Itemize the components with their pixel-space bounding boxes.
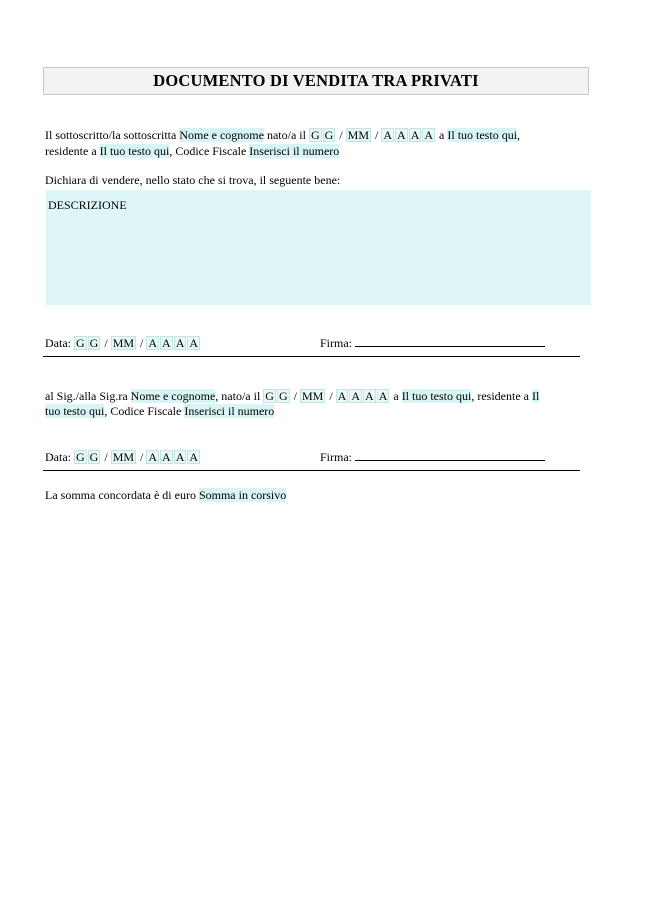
date-digit[interactable]: A [175, 450, 185, 464]
seller-name-field[interactable]: Nome e cognome [179, 128, 264, 142]
date-month[interactable]: MM [301, 389, 324, 403]
date-digit[interactable]: A [365, 389, 374, 403]
sign2-date-label: Data: [45, 450, 74, 464]
sign2-firma-label: Firma: [320, 450, 355, 464]
declaration-text: Dichiara di vendere, nello stato che si trova, il seguente bene: [45, 173, 341, 187]
buyer-name-field[interactable]: Nome e cognome [130, 389, 216, 403]
buyer-cf-field[interactable]: Inserisci il numero [184, 404, 275, 418]
seller-line-2 [45, 144, 339, 158]
date-digit[interactable]: A [148, 336, 158, 350]
seller-cf-field[interactable]: Inserisci il numero [249, 144, 340, 158]
seller-line-1 [45, 128, 520, 142]
date-digit[interactable]: A [383, 128, 393, 142]
date-digit[interactable]: A [410, 128, 420, 142]
date-digit[interactable]: A [351, 389, 361, 403]
date-digit[interactable]: A [175, 336, 185, 350]
date-digit[interactable]: A [162, 336, 171, 350]
seller-residence-field[interactable]: Il tuo testo qui [99, 144, 170, 158]
sign1-signature-line[interactable] [355, 336, 545, 347]
amount-row [45, 488, 286, 502]
sign2-firma [320, 450, 545, 465]
seller-cf-label: , Codice Fiscale [169, 144, 250, 158]
date-separator: / [104, 336, 108, 350]
date-separator: / [104, 450, 108, 464]
date-separator: / [329, 389, 333, 403]
sign1-date[interactable] [74, 336, 201, 350]
divider-2 [43, 470, 580, 471]
description-field[interactable] [46, 190, 591, 305]
date-digit[interactable]: G [278, 389, 288, 403]
seller-residence-label: residente a [45, 144, 100, 158]
date-digit[interactable]: A [378, 389, 388, 403]
sign1-firma [320, 336, 545, 351]
date-month[interactable]: MM [112, 450, 135, 464]
buyer-born-label: , nato/a il [215, 389, 264, 403]
date-separator: / [293, 389, 297, 403]
date-digit[interactable]: G [76, 450, 85, 464]
date-separator: / [339, 128, 343, 142]
buyer-line-1 [45, 389, 539, 403]
date-digit[interactable]: A [148, 450, 158, 464]
date-digit[interactable]: G [324, 128, 334, 142]
buyer-line-2 [45, 404, 274, 418]
date-month[interactable]: MM [347, 128, 369, 142]
date-digit[interactable]: G [310, 128, 320, 142]
document-title-box [43, 67, 589, 95]
seller-prefix: Il sottoscritto/la sottoscritta [45, 128, 180, 142]
date-digit[interactable]: A [424, 128, 434, 142]
buyer-prefix: al Sig./alla Sig.ra [45, 389, 131, 403]
sign1-date-label: Data: [45, 336, 74, 350]
seller-birthplace-field[interactable]: Il tuo testo qui [447, 128, 518, 142]
date-separator: / [140, 336, 144, 350]
date-digit[interactable]: G [89, 336, 99, 350]
sign1-firma-label: Firma: [320, 336, 355, 350]
date-digit[interactable]: G [76, 336, 85, 350]
date-digit[interactable]: A [337, 389, 347, 403]
date-month[interactable]: MM [112, 336, 135, 350]
divider-1 [43, 356, 580, 357]
seller-at-label: a [436, 128, 448, 142]
date-digit[interactable]: A [162, 450, 171, 464]
sign2-date[interactable] [74, 450, 201, 464]
description-placeholder: DESCRIZIONE [48, 198, 127, 212]
date-digit[interactable]: A [189, 450, 199, 464]
seller-born-label: nato/a il [263, 128, 309, 142]
sign2-date-row [45, 450, 201, 464]
buyer-cf-label: , Codice Fiscale [104, 404, 185, 418]
date-digit[interactable]: G [89, 450, 99, 464]
seller-comma: , [517, 128, 521, 142]
buyer-residence-label: , residente a [471, 389, 532, 403]
date-separator: / [375, 128, 379, 142]
seller-birth-date[interactable] [309, 128, 436, 142]
document-title: DOCUMENTO DI VENDITA TRA PRIVATI [153, 71, 479, 90]
buyer-at-label: a [390, 389, 402, 403]
date-digit[interactable]: G [265, 389, 274, 403]
buyer-birthplace-field[interactable]: Il tuo testo qui [401, 389, 472, 403]
sign2-signature-line[interactable] [355, 450, 545, 461]
buyer-residence-field-part1[interactable]: Il [532, 389, 540, 403]
date-digit[interactable]: A [397, 128, 406, 142]
date-separator: / [140, 450, 144, 464]
amount-label: La somma concordata è di euro [45, 488, 199, 502]
sign1-date-row [45, 336, 201, 350]
date-digit[interactable]: A [189, 336, 199, 350]
buyer-birth-date[interactable] [263, 389, 390, 403]
buyer-residence-field-part2[interactable]: tuo testo qui [45, 404, 105, 418]
amount-field[interactable]: Somma in corsivo [198, 488, 287, 502]
